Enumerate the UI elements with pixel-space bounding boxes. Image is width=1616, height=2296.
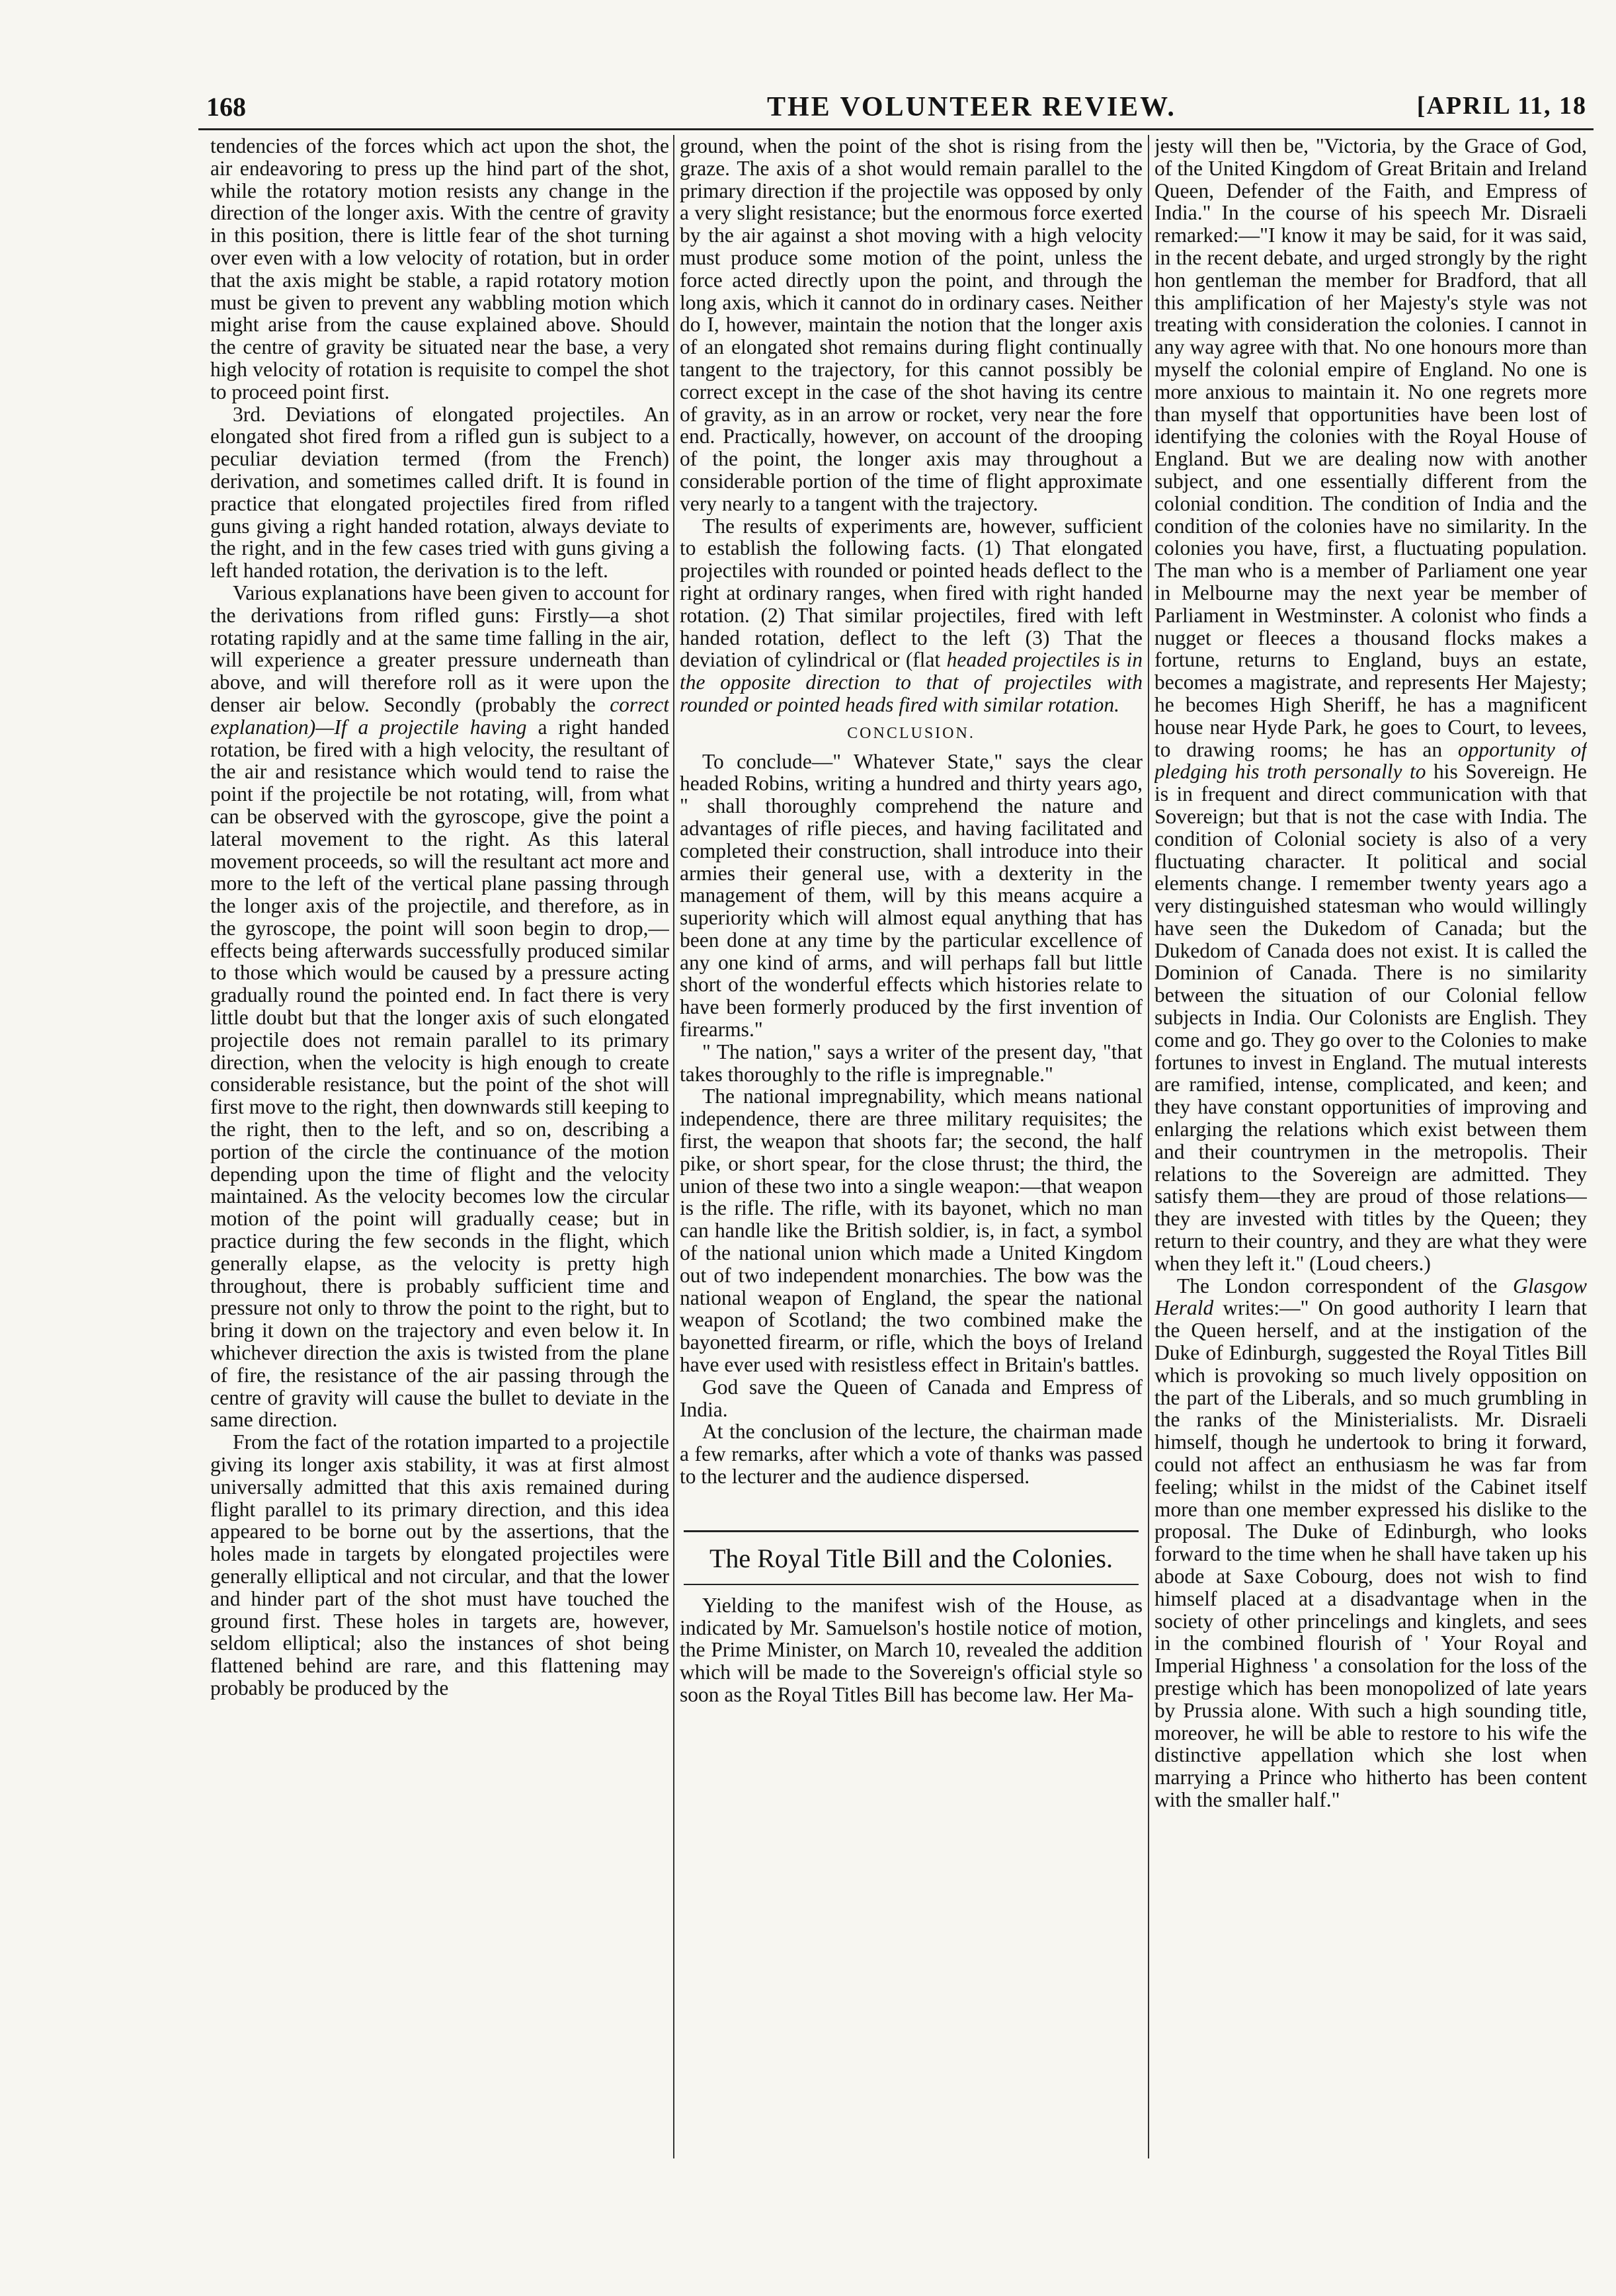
paragraph: God save the Queen of Canada and Empress of India.	[680, 1375, 1143, 1421]
paragraph	[680, 515, 1143, 716]
paragraph: " The nation," says a writer of the present day, "that takes thoroughly to the rifle is impregnable."	[680, 1040, 1143, 1086]
italic-text: correct explanation)—If a projectile having	[210, 692, 669, 739]
paragraph-text: writes:—" On good authority I learn that the Queen herself, and at the instigation of the Duke of Edinburgh, suggested the Royal Titles Bill which is provoking so much lively opposition on the part of the Liberals, and so much grumbling in the ranks of the Ministerialists. Mr. Disraeli himself, though he undertook to bring it forward, could not affect an enthusiasm he was far from feeling; whilst in the midst of the Cabinet itself more than one member expressed his dislike to the proposal. The Duke of Edinburgh, who looks forward to the time when he shall have taken up his abode at Saxe Cobourg, does not wish to find himself placed at a disadvantage when in the society of other princelings and kinglets, and sees in the combined flourish of ' Your Royal and Imperial Highness ' a consolation for the loss of the prestige which has been monopolized of late years by Prussia alone. With such a high sounding title, moreover, he will be able to restore to his wife the distinctive appellation which she lost when marrying a Prince who hitherto has been content with the smaller half."	[1154, 1296, 1587, 1811]
paragraph	[1154, 1275, 1587, 1811]
header-rule	[198, 128, 1594, 130]
paragraph-text: Various explanations have been given to account for the derivations from rifled guns: Firstly—a shot rotating rapidly and at the same time falling in the air, will experience a greater pressure underneath than above, and will therefore roll as it were upon the denser air below. Secondly (probably the	[210, 581, 669, 716]
paragraph: To conclude—" Whatever State," says the clear headed Robins, writing a hundred and thirty years ago, " shall thoroughly comprehend the nature and advantages of rifle pieces, and having facilitated and completed their construction, shall introduce into their armies their general use, with a dexterity in the management of them, will by this means acquire a superiority which will almost equal anything that has been done at any time by the particular excellence of any one kind of arms, and will perhaps fall but little short of the wonderful effects which histories relate to have been formerly produced by the first invention of firearms."	[680, 749, 1143, 1042]
article-title: The Royal Title Bill and the Colonies.	[709, 1543, 1113, 1573]
paragraph: At the conclusion of the lecture, the chairman made a few remarks, after which a vote of thanks was passed to the lecturer and the audience dispersed.	[680, 1420, 1143, 1489]
page-header	[198, 91, 1587, 124]
paragraph	[210, 582, 669, 1431]
page-number: 168	[206, 92, 246, 122]
paragraph	[1154, 135, 1587, 1275]
paragraph-text: his Sovereign. He is in frequent and direct communication with that Sovereign; but that is not the case with India. The condition of Colonial society is also of a very fluctuating character. It political and social elements change. I remember twenty years ago a very distinguished statesman who would willingly have seen the Dukedom of Canada; but the Dukedom of Canada does not exist. It is called the Dominion of Canada. There is no similarity between the situation of our Colonial fellow subjects in India. Our Colonists are English. They come and go. They go over to the Colonies to make fortunes to invest in England. The mutual interests are ramified, intense, complicated, and keen; and they have constant opportunities of improving and enlarging the relations which exist between them and their countrymen in the metropolis. Their relations to the Sovereign are admitted. They satisfy them—they are proud of those relations—they are invested with titles by the Queen; they return to their country, and they are what they were when they left it." (Loud cheers.)	[1154, 760, 1587, 1275]
column-2	[680, 135, 1143, 2158]
column-divider	[1148, 135, 1149, 2158]
section-heading: CONCLUSION.	[847, 724, 975, 742]
paragraph: tendencies of the forces which act upon the shot, the air endeavoring to press up the hind part of the shot, while the rotatory motion resists any change in the direction of the longer axis. With the centre of gravity in this position, there is little fear of the shot turning over even with a low velocity of rotation, but in order that the axis might be stable, a rapid rotatory motion must be given to prevent any wabbling motion which might arise from the cause explained above. Should the centre of gravity be situated near the base, a very high velocity of rotation is requisite to compel the shot to proceed point first.	[210, 135, 669, 403]
issue-date: [APRIL 11, 18	[1416, 92, 1587, 120]
column-3	[1154, 135, 1587, 2158]
paragraph-text: a right handed rotation, be fired with a high velocity, the resultant of the air and resistance which would tend to raise the point if the projectile be not rotating, will, from what can be observed with the gyroscope, give the point a lateral movement to the right. As this lateral movement proceeds, so will the resultant act more and more to the left of the vertical plane passing through the longer axis of the projectile, and therefore, as in the gyroscope, the point will soon begin to drop,—effects being afterwards successfully produced similar to those which would be caused by a pressure acting gradually round the pointed end. In fact there is very little doubt but that the longer axis of such elongated projectile does not remain parallel to its primary direction, when the velocity is high enough to create considerable resistance, but the point of the shot will first move to the right, then downwards still keeping to the right, then to the left, and so on, describing a portion of the circle the continuance of the motion depending upon the time of flight and the velocity maintained. As the velocity becomes low the circular motion of the point will gradually cease; but in practice during the few seconds in the flight, which generally elapse, as the velocity is pretty high throughout, there is probably sufficient time and pressure not only to throw the point to the right, but to bring it down on the trajectory and even below it. In whichever direction the axis is twisted from the plane of fire, the resistance of the air passing through the centre of gravity will cause the bullet to deviate in the same direction.	[210, 715, 669, 1432]
paragraph-text: The results of experiments are, however, sufficient to establish the following facts. (1) That elongated projectiles with rounded or pointed heads deflect to the right at ordinary ranges, when fired with right handed rotation. (2) That similar projectiles, fired with left handed rotation, deflect to the left (3) That the deviation of cylindrical or (flat	[680, 514, 1143, 672]
article-rule	[684, 1584, 1139, 1585]
paragraph: 3rd. Deviations of elongated projectiles. An elongated shot fired from a rifled gun is subject to a peculiar deviation termed (from the French) derivation, and sometimes called drift. It is found in practice that elongated projectiles fired from rifled guns giving a right handed rotation, always deviate to the right, and in the few cases tried with guns giving a left handed rotation, the derivation is to the left.	[210, 402, 669, 583]
paragraph: ground, when the point of the shot is rising from the graze. The axis of a shot would remain parallel to the primary direction if the projectile was opposed by only a very slight resistance; but the enormous force exerted by the air against a shot moving with a high velocity must produce some motion of the point, unless the force acted directly upon the point, and through the long axis, which it cannot do in ordinary cases. Neither do I, however, maintain the notion that the longer axis of an elongated shot remains during flight continually tangent to the trajectory, for this cannot possibly be correct except in the case of the shot having its centre of gravity, as in an arrow or rocket, very near the fore end. Practically, however, on account of the drooping of the point, the longer axis may throughout a considerable portion of the time of flight approximate very nearly to a tangent with the trajectory.	[680, 135, 1143, 515]
italic-text: headed projectiles is in the opposite direction to that of projectiles with rounded or pointed heads fired with similar rotation.	[680, 648, 1143, 716]
paragraph: From the fact of the rotation imparted to a projectile giving its longer axis stability, it was at first almost universally admitted that this axis remained during flight parallel to its primary direction, and this idea appeared to be borne out by the assertions, that the holes made in targets by elongated projectiles were generally elliptical and not circular, and that the lower and hinder part of the shot must have touched the ground first. These holes in targets are, however, seldom elliptical; also the instances of shot being flattened behind are rare, and this flattening may probably be produced by the	[210, 1430, 669, 1700]
paragraph-text: jesty will then be, "Victoria, by the Grace of God, of the United Kingdom of Great Britain and Ireland Queen, Defender of the Faith, and Empress of India." In the course of his speech Mr. Disraeli remarked:—"I know it may be said, for it was said, in the recent debate, and urged strongly by the right hon gentleman the member for Bradford, that all this amplification of her Majesty's style was not treating with consideration the colonies. I cannot in any way agree with that. No one honours more than myself the colonial empire of England. No one is more anxious to maintain it. No one regrets more than myself that opportunities have been lost of identifying the colonies with the Royal House of England. But we are dealing now with another subject, and one essentially different from the colonial condition. The condition of India and the condition of the colonies have no similarity. In the colonies you have, first, a fluctuating population. The man who is a member of Parliament one year in Melbourne may the next year be member of Parliament in Westminster. A colonist who finds a nugget or fleeces a thousand flocks makes a fortune, returns to England, buys an estate, becomes a magistrate, and represents Her Majesty; he becomes High Sheriff, he has a magnificent house near Hyde Park, he goes to Court, to levees, to drawing rooms; he has an	[1154, 135, 1587, 761]
column-1	[210, 135, 669, 2158]
paragraph: Yielding to the manifest wish of the House, as indicated by Mr. Samuelson's hostile notice of motion, the Prime Minister, on March 10, revealed the addition which will be made to the Sovereign's official style so soon as the Royal Titles Bill has become law. Her Ma-	[680, 1593, 1143, 1706]
article-rule	[684, 1530, 1139, 1532]
column-divider	[673, 135, 674, 2158]
paragraph-text: The London correspondent of the	[1177, 1274, 1498, 1297]
italic-text: Glasgow Herald	[1154, 1274, 1587, 1320]
paragraph: The national impregnability, which means national independence, there are three military requisites; the first, the weapon that shoots far; the second, the half pike, or short spear, for the close thrust; the third, the union of these two into a single weapon:—that weapon is the rifle. The rifle, with its bayonet, which no man can handle like the British soldier, is, in fact, a symbol of the national union which made a United Kingdom out of two independent monarchies. The bow was the national weapon of England, the spear the national weapon of Scotland; the two combined make the bayonetted firearm, or rifle, which the boys of Ireland have ever used with resistless effect in Britain's battles.	[680, 1085, 1143, 1377]
italic-text: opportunity of pledging his troth personally to	[1154, 737, 1587, 784]
masthead-title: THE VOLUNTEER REVIEW.	[767, 92, 1176, 122]
